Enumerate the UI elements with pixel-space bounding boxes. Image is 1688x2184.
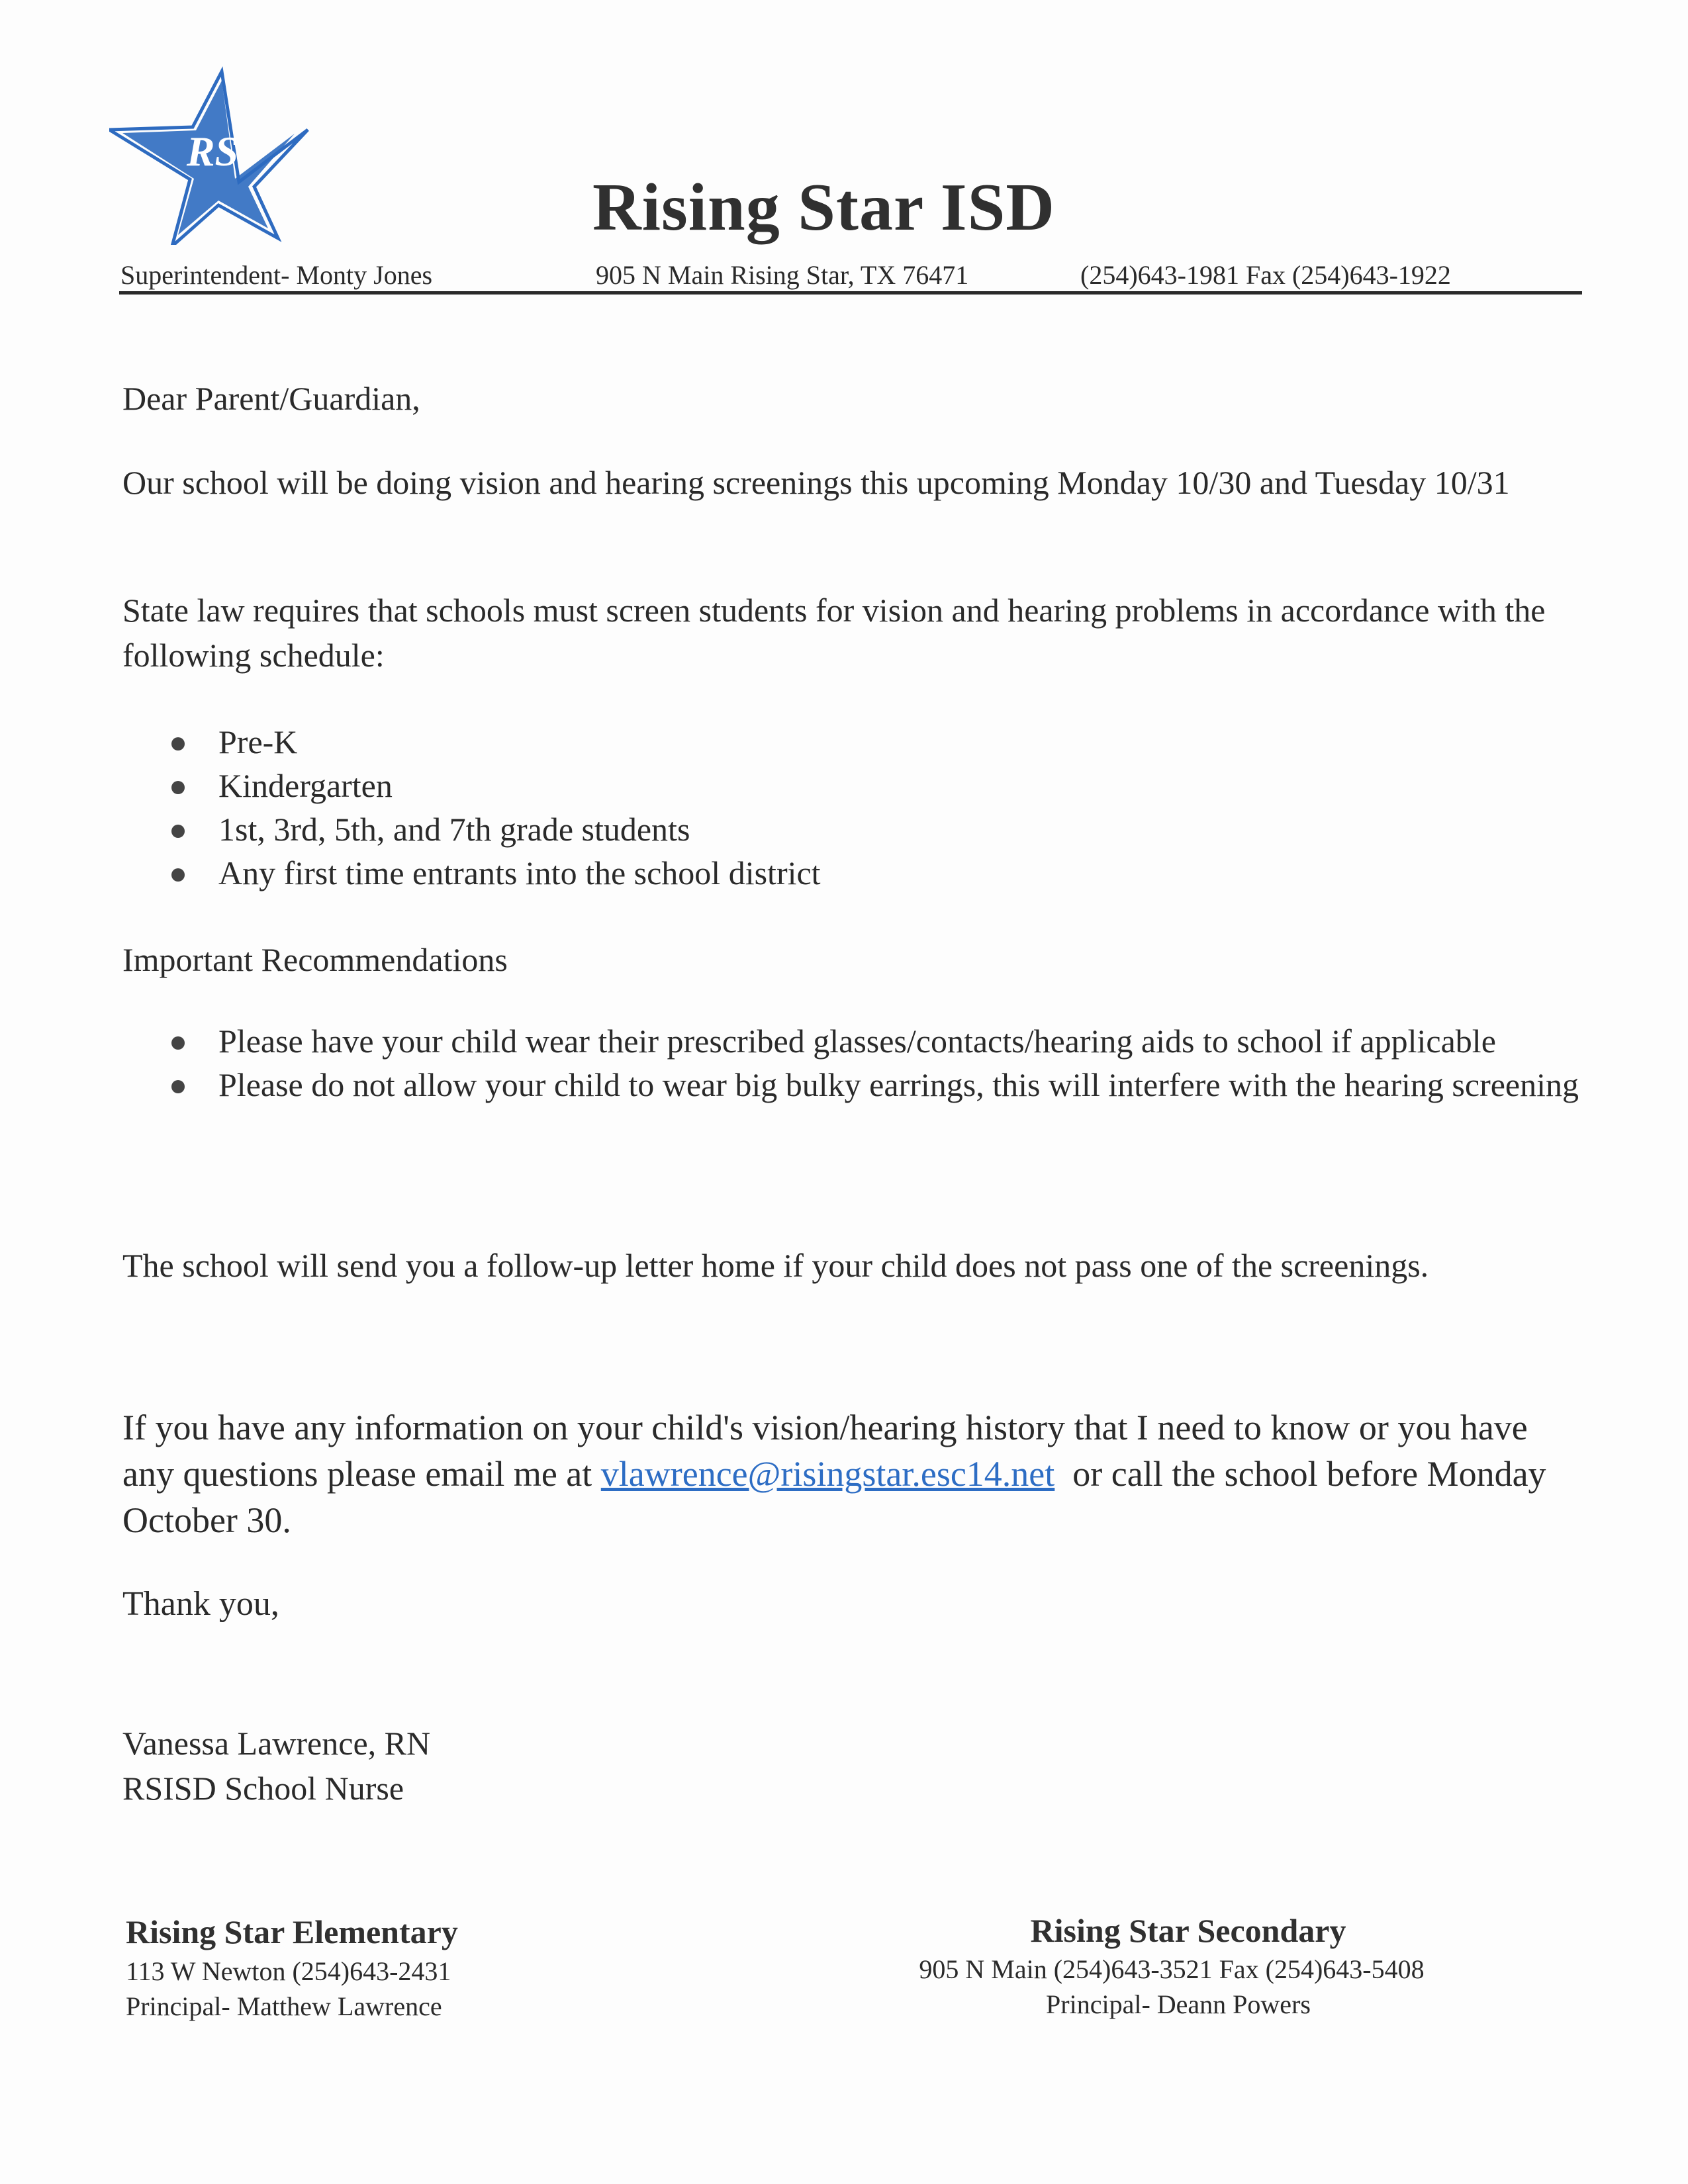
email-link[interactable]: vlawrence@risingstar.esc14.net: [600, 1454, 1055, 1494]
list-item: Please do not allow your child to wear big bulky earrings, this will interfere with the hearing screening: [122, 1063, 1579, 1107]
district-address: 905 N Main Rising Star, TX 76471: [596, 260, 969, 290]
signature-title: RSISD School Nurse: [122, 1770, 404, 1807]
superintendent: Superintendent- Monty Jones: [120, 260, 433, 290]
secondary-principal: Principal- Deann Powers: [1046, 1989, 1311, 2019]
secondary-contact: 905 N Main (254)643-3521 Fax (254)643-5408: [919, 1954, 1425, 1984]
secondary-name: Rising Star Secondary: [1030, 1912, 1346, 1949]
list-item: Any first time entrants into the school district: [122, 851, 1579, 895]
district-name: Rising Star ISD: [592, 170, 1055, 245]
elementary-contact: 113 W Newton (254)643-2431: [126, 1956, 451, 1986]
contact-text-before: If you have any information on your child's vision/hearing history that I need to know or you have any questions please email me at: [122, 1408, 1528, 1494]
contact-text-after: or call the school before Monday October 30.: [122, 1454, 1546, 1540]
intro-paragraph: Our school will be doing vision and hearing screenings this upcoming Monday 10/30 and Tuesday 10/31: [122, 464, 1510, 501]
screening-schedule-list: [122, 720, 1579, 895]
rising-star-logo: [109, 66, 314, 245]
recommendations-heading: Important Recommendations: [122, 941, 508, 978]
closing: Thank you,: [122, 1585, 279, 1623]
elementary-principal: Principal- Matthew Lawrence: [126, 1991, 442, 2021]
elementary-name: Rising Star Elementary: [126, 1913, 458, 1950]
recommendations-list: [122, 1019, 1579, 1107]
signature-name: Vanessa Lawrence, RN: [122, 1725, 431, 1762]
list-item: 1st, 3rd, 5th, and 7th grade students: [122, 807, 1579, 851]
header-rule: [119, 291, 1582, 295]
contact-paragraph: [122, 1404, 1579, 1543]
list-item: Kindergarten: [122, 764, 1579, 807]
list-item: Please have your child wear their prescribed glasses/contacts/hearing aids to school if applicable: [122, 1019, 1579, 1063]
followup-paragraph: The school will send you a follow-up letter home if your child does not pass one of the screenings.: [122, 1247, 1429, 1284]
list-item: Pre-K: [122, 720, 1579, 764]
svg-text:RS: RS: [186, 128, 239, 175]
law-paragraph: State law requires that schools must screen students for vision and hearing problems in accordance with the following schedule:: [122, 592, 1546, 674]
district-phone-fax: (254)643-1981 Fax (254)643-1922: [1080, 260, 1451, 290]
greeting: Dear Parent/Guardian,: [122, 380, 420, 417]
